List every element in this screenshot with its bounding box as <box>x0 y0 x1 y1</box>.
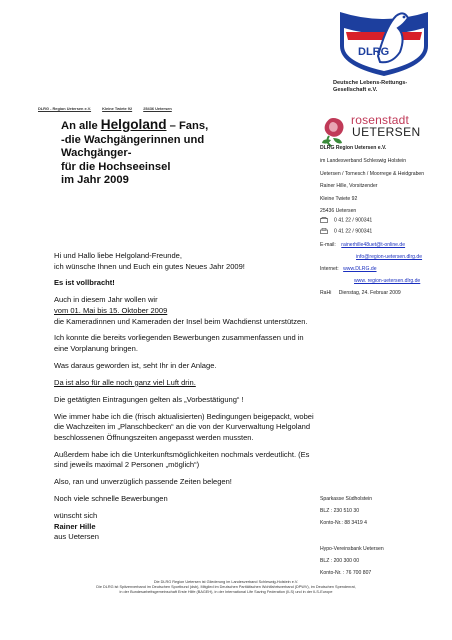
headline <box>61 118 266 188</box>
headline-line5: im Jahr 2009 <box>61 174 129 187</box>
sender-street: Kleine Twiete 92 <box>102 106 133 111</box>
bank2-name: Hypo-Vereinsbank Uetersen <box>320 546 384 552</box>
fax-icon <box>320 228 328 234</box>
contact-chair: Rainer Hille, Vorsitzender <box>320 183 378 189</box>
web-link-1[interactable]: www.DLRG.de <box>343 266 377 272</box>
footer-line1: Die DLRG Region Uetersen ist Gliederung im Landesverband Schleswig-Holstein e.V. <box>153 580 299 584</box>
paragraph-dates-line2: vom 01. Mai bis 15. Oktober 2009 <box>54 305 168 315</box>
org-subtitle-line1: Deutsche Lebens-Rettungs- <box>333 80 408 86</box>
paragraph-preconfirm: Die getätigten Eintragungen gelten als „Vorbestätigung“ ! <box>54 394 244 404</box>
contact-street: Kleine Twiete 92 <box>320 196 358 202</box>
contact-email <box>320 242 452 249</box>
sender-city: 25436 Uetersen <box>143 106 172 111</box>
bank2-blz: BLZ : 200 300 00 <box>320 558 360 564</box>
org-subtitle <box>333 80 448 95</box>
web-link-2[interactable] <box>354 278 452 285</box>
internet-label: Internet: <box>320 266 339 272</box>
city-logo-word: rosenstadt <box>351 113 410 127</box>
dlrg-logo <box>334 6 434 78</box>
headline-name: Helgoland <box>100 117 167 132</box>
signature-line1: wünscht sich <box>54 510 98 520</box>
email-link-2[interactable] <box>356 254 452 261</box>
signature-city: aus Uetersen <box>54 532 99 542</box>
bank1-konto: Konto-Nr.: 88 3419 4 <box>320 520 368 526</box>
contact-fax-number: 0 41 22 / 900341 <box>334 228 373 235</box>
footer-line2: Die DLRG ist Spitzenverband im Deutschen Sportbund (dsb), Mitglied im Deutschen Paritätischen Wohlfahrtsverband (DPWV), im Deutschen Spendenrat, <box>96 585 356 590</box>
email-link-2-text[interactable]: info@region-uetersen.dlrg.de <box>356 254 423 260</box>
headline-line2: -die Wachgängerinnen und <box>61 133 205 146</box>
paragraph-closing: Noch viele schnelle Bewerbungen <box>54 494 168 504</box>
org-subtitle-line2: Gesellschaft e.V. <box>333 87 378 94</box>
contact-phone <box>320 217 452 224</box>
headline-prefix: An alle <box>61 120 101 132</box>
full-statement <box>54 278 316 289</box>
sender-line <box>38 106 298 111</box>
footer-line3: in der Bundesarbeitsgemeinschaft Erste Hilfe (BAGEH), in der International Life Saving Federation (ILS) und in der ILS-Europe <box>119 590 333 595</box>
paragraph-accommodation: Außerdem habe ich die Unterkunftsmöglichkeiten nochmals verdeutlicht. (Es sind jeweils maximal 2 Personen „möglich“) <box>54 449 310 470</box>
paragraph-dates-line1: Auch in diesem Jahr wollen wir <box>54 295 158 305</box>
dlrg-logo-text: DLRG <box>358 46 390 58</box>
contact-org-name: DLRG Region Uetersen e.V. <box>320 145 387 151</box>
contact-org <box>320 145 452 152</box>
paragraph-attachment: Was daraus geworden ist, seht Ihr in der Anlage. <box>54 360 217 370</box>
contact-internet <box>320 266 452 273</box>
paragraph-room: Da ist also für alle noch ganz viel Luft drin. <box>54 377 196 387</box>
email-label: E-mail: <box>320 242 336 248</box>
greeting-line2: ich wünsche Ihnen und Euch ein gutes Neues Jahr 2009! <box>54 261 245 271</box>
greeting <box>54 251 316 272</box>
contact-members: Uetersen / Tornesch / Moorrege & Heidgraben <box>320 171 425 177</box>
bank2-konto: Konto-Nr. : 76 700 807 <box>320 570 372 576</box>
contact-date-line <box>320 290 452 297</box>
headline-line1-rest: – Fans, <box>166 120 209 132</box>
headline-line4: für die Hochseeinsel <box>61 160 171 173</box>
email-link-1[interactable]: rainerhille48uet@t-online.de <box>341 242 406 248</box>
ref-label: RaHi <box>320 290 332 296</box>
phone-icon <box>320 217 328 223</box>
headline-line3: Wachgänger- <box>61 147 132 160</box>
footer <box>0 580 452 596</box>
bank1-blz: BLZ : 230 510 30 <box>320 508 360 514</box>
sender-org: DLRG - Region Uetersen e.V. <box>38 106 92 111</box>
web-link-2-text[interactable]: www. region-uetersen.dlrg.de <box>354 278 421 284</box>
paragraph-call-to-action: Also, ran und unverzüglich passende Zeiten belegen! <box>54 477 232 487</box>
paragraph-applications: Ich konnte die bereits vorliegenden Bewerbungen zusammenfassen und in eine Vorplanung bringen. <box>54 333 304 354</box>
rose-icon <box>317 114 349 148</box>
signature-name: Rainer Hille <box>54 521 96 531</box>
city-logo-name: UETERSEN <box>352 125 421 139</box>
contact-phone-number: 0 41 22 / 900341 <box>334 217 373 224</box>
letter-date: Dienstag, 24. Februar 2009 <box>338 290 401 296</box>
headline-line1 <box>61 118 266 134</box>
greeting-line1: Hi und Hallo liebe Helgoland-Freunde, <box>54 251 182 260</box>
contact-assoc: im Landesverband Schleswig Holstein <box>320 158 407 164</box>
paragraph-dates <box>54 295 316 327</box>
contact-fax <box>320 228 452 235</box>
bank1-name: Sparkasse Südholstein <box>320 496 373 502</box>
contact-city: 25436 Uetersen <box>320 208 357 214</box>
full-statement-text: Es ist vollbracht! <box>54 278 115 288</box>
letter-body <box>54 251 316 549</box>
paragraph-dates-line3: die Kameradinnen und Kameraden der Insel beim Wachdienst unterstützen. <box>54 316 308 326</box>
signature <box>54 511 316 543</box>
paragraph-conditions: Wie immer habe ich die (frisch aktualisierten) Bedingungen beigepackt, wobei die Wachzeiten im „Planschbecken“ an die von der Kurverwaltung Helgoland beschlossenen Öffnungszeiten angepasst werden mussten. <box>54 411 314 442</box>
